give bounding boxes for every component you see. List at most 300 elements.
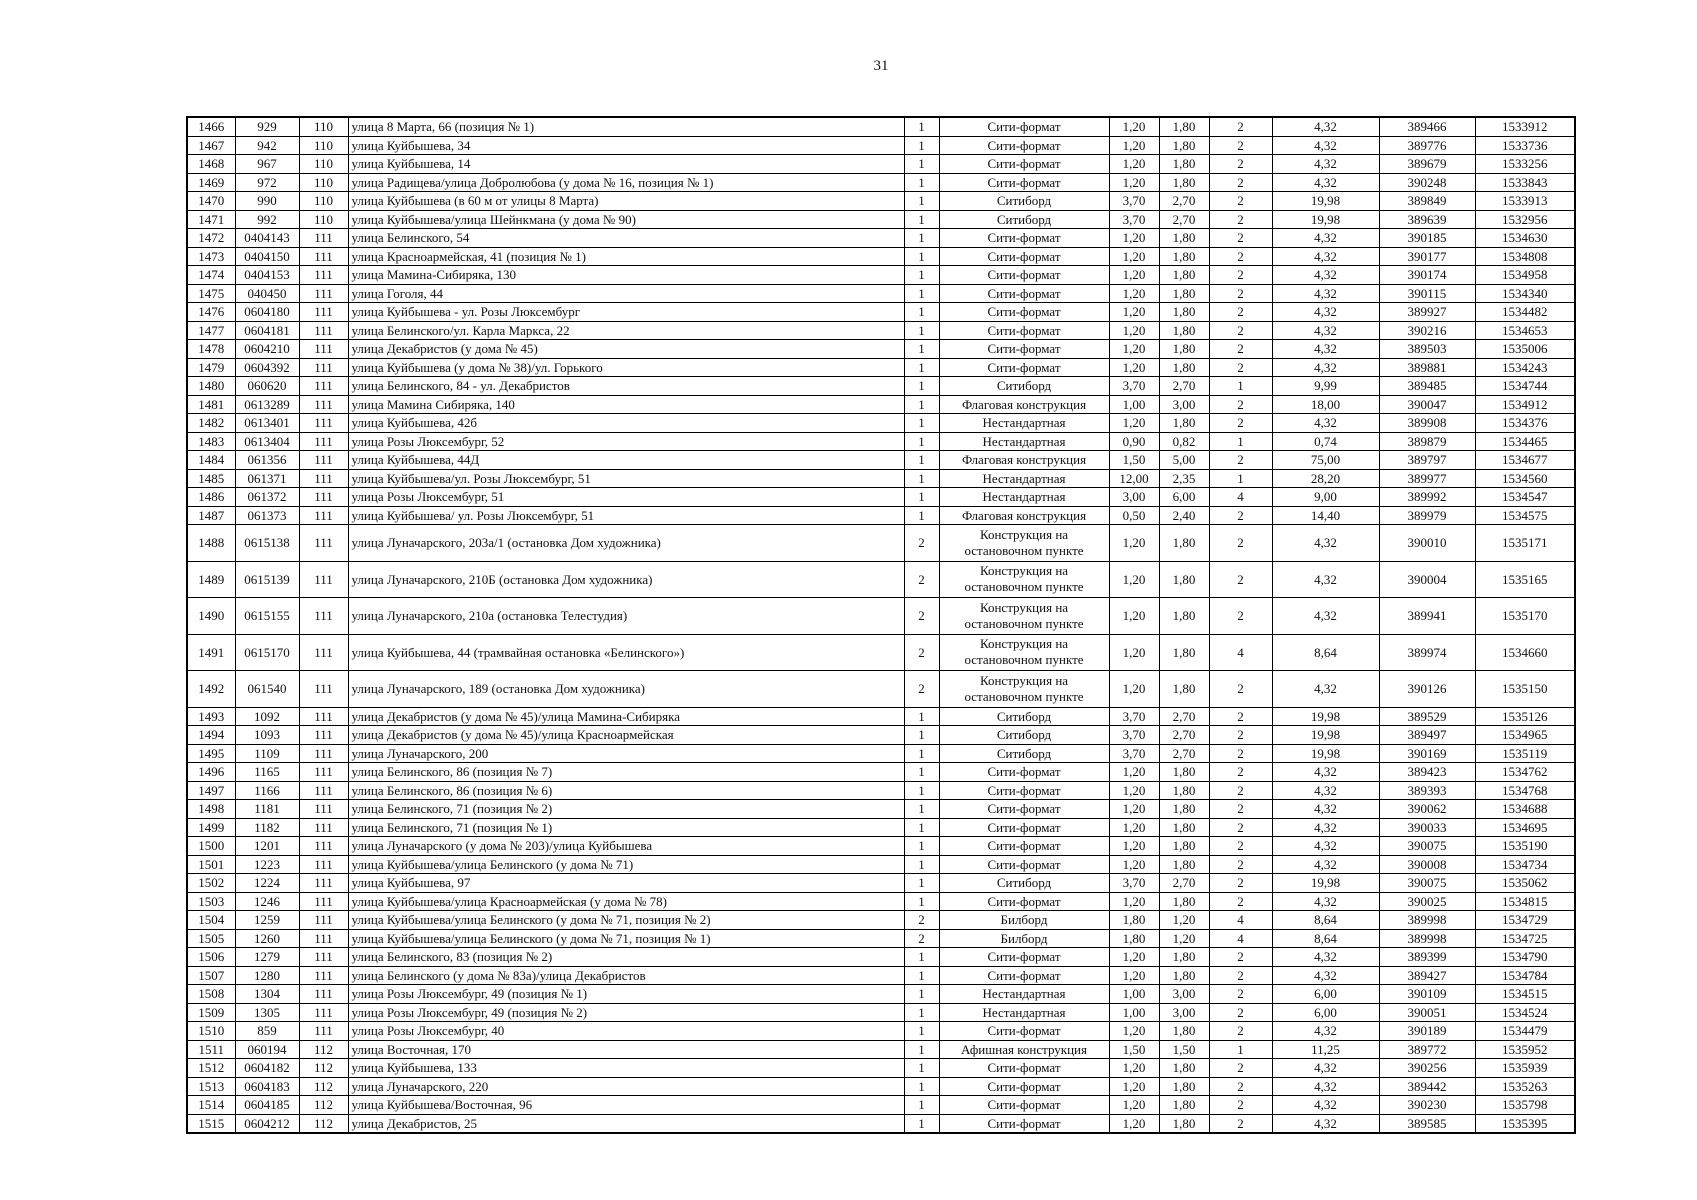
address-cell: улица 8 Марта, 66 (позиция № 1) xyxy=(348,117,904,136)
table-row xyxy=(187,892,1575,911)
structure-type-cell: Конструкция на остановочном пункте xyxy=(939,634,1109,671)
zone-code-cell: 110 xyxy=(299,117,348,136)
coord-x-cell: 389442 xyxy=(1379,1077,1475,1096)
width-cell: 1,20 xyxy=(1109,155,1159,174)
coord-x-cell: 389423 xyxy=(1379,763,1475,782)
object-code-cell: 061371 xyxy=(235,469,299,488)
coord-y-cell: 1534479 xyxy=(1475,1022,1575,1041)
row-number-cell: 1472 xyxy=(187,229,235,248)
object-code-cell: 0615170 xyxy=(235,634,299,671)
table-row xyxy=(187,284,1575,303)
sides-count-cell: 2 xyxy=(1209,671,1272,708)
address-cell: улица Луначарского, 203а/1 (остановка Дом художника) xyxy=(348,525,904,562)
sides-count-cell: 2 xyxy=(1209,266,1272,285)
coord-y-cell: 1534784 xyxy=(1475,966,1575,985)
area-cell: 4,32 xyxy=(1272,303,1379,322)
object-code-cell: 1092 xyxy=(235,707,299,726)
height-cell: 1,80 xyxy=(1159,966,1209,985)
width-cell: 1,20 xyxy=(1109,173,1159,192)
zone-code-cell: 111 xyxy=(299,377,348,396)
height-cell: 1,80 xyxy=(1159,266,1209,285)
table-row xyxy=(187,1022,1575,1041)
height-cell: 1,80 xyxy=(1159,173,1209,192)
coord-x-cell: 389974 xyxy=(1379,634,1475,671)
height-cell: 1,80 xyxy=(1159,1077,1209,1096)
sides-type-cell: 1 xyxy=(904,266,939,285)
width-cell: 3,70 xyxy=(1109,377,1159,396)
sides-type-cell: 1 xyxy=(904,763,939,782)
coord-x-cell: 389529 xyxy=(1379,707,1475,726)
width-cell: 1,50 xyxy=(1109,1040,1159,1059)
zone-code-cell: 111 xyxy=(299,358,348,377)
width-cell: 1,20 xyxy=(1109,1096,1159,1115)
area-cell: 9,99 xyxy=(1272,377,1379,396)
height-cell: 2,70 xyxy=(1159,377,1209,396)
table-row xyxy=(187,985,1575,1004)
table-row xyxy=(187,340,1575,359)
row-number-cell: 1469 xyxy=(187,173,235,192)
row-number-cell: 1502 xyxy=(187,874,235,893)
zone-code-cell: 111 xyxy=(299,266,348,285)
sides-type-cell: 1 xyxy=(904,1059,939,1078)
sides-type-cell: 1 xyxy=(904,744,939,763)
coord-y-cell: 1535006 xyxy=(1475,340,1575,359)
width-cell: 1,80 xyxy=(1109,929,1159,948)
structure-type-cell: Билборд xyxy=(939,929,1109,948)
address-cell: улица Куйбышева, 34 xyxy=(348,136,904,155)
height-cell: 1,80 xyxy=(1159,818,1209,837)
area-cell: 4,32 xyxy=(1272,266,1379,285)
structure-type-cell: Ситиборд xyxy=(939,744,1109,763)
height-cell: 1,80 xyxy=(1159,1059,1209,1078)
coord-x-cell: 389485 xyxy=(1379,377,1475,396)
sides-type-cell: 1 xyxy=(904,247,939,266)
address-cell: улица Белинского, 84 - ул. Декабристов xyxy=(348,377,904,396)
height-cell: 1,80 xyxy=(1159,414,1209,433)
row-number-cell: 1478 xyxy=(187,340,235,359)
row-number-cell: 1495 xyxy=(187,744,235,763)
coord-y-cell: 1533912 xyxy=(1475,117,1575,136)
object-code-cell: 1224 xyxy=(235,874,299,893)
sides-type-cell: 1 xyxy=(904,726,939,745)
zone-code-cell: 111 xyxy=(299,229,348,248)
area-cell: 19,98 xyxy=(1272,874,1379,893)
sides-count-cell: 2 xyxy=(1209,598,1272,635)
coord-x-cell: 389998 xyxy=(1379,929,1475,948)
table-row xyxy=(187,321,1575,340)
width-cell: 12,00 xyxy=(1109,469,1159,488)
structure-type-cell: Сити-формат xyxy=(939,1022,1109,1041)
object-code-cell: 0404150 xyxy=(235,247,299,266)
row-number-cell: 1509 xyxy=(187,1003,235,1022)
sides-count-cell: 2 xyxy=(1209,966,1272,985)
address-cell: улица Куйбышева/Восточная, 96 xyxy=(348,1096,904,1115)
coord-x-cell: 389879 xyxy=(1379,432,1475,451)
structure-type-cell: Сити-формат xyxy=(939,966,1109,985)
address-cell: улица Куйбышева/ ул. Розы Люксембург, 51 xyxy=(348,506,904,525)
coord-x-cell: 390025 xyxy=(1379,892,1475,911)
width-cell: 1,20 xyxy=(1109,340,1159,359)
width-cell: 1,00 xyxy=(1109,395,1159,414)
sides-type-cell: 1 xyxy=(904,1096,939,1115)
sides-type-cell: 1 xyxy=(904,395,939,414)
table-row xyxy=(187,1040,1575,1059)
structure-type-cell: Сити-формат xyxy=(939,1059,1109,1078)
row-number-cell: 1490 xyxy=(187,598,235,635)
coord-y-cell: 1534744 xyxy=(1475,377,1575,396)
area-cell: 4,32 xyxy=(1272,1022,1379,1041)
coord-y-cell: 1534808 xyxy=(1475,247,1575,266)
object-code-cell: 1201 xyxy=(235,837,299,856)
object-code-cell: 1260 xyxy=(235,929,299,948)
address-cell: улица Розы Люксембург, 52 xyxy=(348,432,904,451)
zone-code-cell: 111 xyxy=(299,561,348,598)
table-row xyxy=(187,1059,1575,1078)
object-code-cell: 060620 xyxy=(235,377,299,396)
object-code-cell: 0613289 xyxy=(235,395,299,414)
row-number-cell: 1481 xyxy=(187,395,235,414)
address-cell: улица Гоголя, 44 xyxy=(348,284,904,303)
area-cell: 4,32 xyxy=(1272,837,1379,856)
width-cell: 1,20 xyxy=(1109,358,1159,377)
height-cell: 1,80 xyxy=(1159,671,1209,708)
width-cell: 1,20 xyxy=(1109,855,1159,874)
row-number-cell: 1491 xyxy=(187,634,235,671)
coord-y-cell: 1535952 xyxy=(1475,1040,1575,1059)
row-number-cell: 1487 xyxy=(187,506,235,525)
structure-type-cell: Флаговая конструкция xyxy=(939,395,1109,414)
width-cell: 1,20 xyxy=(1109,671,1159,708)
address-cell: улица Куйбышева, 133 xyxy=(348,1059,904,1078)
area-cell: 19,98 xyxy=(1272,210,1379,229)
zone-code-cell: 110 xyxy=(299,173,348,192)
height-cell: 1,80 xyxy=(1159,855,1209,874)
zone-code-cell: 111 xyxy=(299,874,348,893)
coord-y-cell: 1533913 xyxy=(1475,192,1575,211)
table-row xyxy=(187,488,1575,507)
structure-type-cell: Сити-формат xyxy=(939,284,1109,303)
structure-type-cell: Сити-формат xyxy=(939,247,1109,266)
address-cell: улица Куйбышева (в 60 м от улицы 8 Марта) xyxy=(348,192,904,211)
sides-count-cell: 2 xyxy=(1209,1059,1272,1078)
sides-type-cell: 1 xyxy=(904,985,939,1004)
width-cell: 1,20 xyxy=(1109,117,1159,136)
structure-type-cell: Сити-формат xyxy=(939,837,1109,856)
address-cell: улица Луначарского, 210а (остановка Телестудия) xyxy=(348,598,904,635)
area-cell: 4,32 xyxy=(1272,1059,1379,1078)
sides-type-cell: 2 xyxy=(904,598,939,635)
table-row xyxy=(187,469,1575,488)
width-cell: 1,00 xyxy=(1109,985,1159,1004)
structure-type-cell: Нестандартная xyxy=(939,1003,1109,1022)
coord-y-cell: 1535939 xyxy=(1475,1059,1575,1078)
height-cell: 6,00 xyxy=(1159,488,1209,507)
structure-type-cell: Сити-формат xyxy=(939,117,1109,136)
structure-type-cell: Сити-формат xyxy=(939,321,1109,340)
coord-x-cell: 389466 xyxy=(1379,117,1475,136)
coord-y-cell: 1534790 xyxy=(1475,948,1575,967)
structure-type-cell: Нестандартная xyxy=(939,414,1109,433)
sides-type-cell: 1 xyxy=(904,874,939,893)
address-cell: улица Куйбышева, 44Д xyxy=(348,451,904,470)
coord-x-cell: 389585 xyxy=(1379,1114,1475,1133)
sides-type-cell: 2 xyxy=(904,929,939,948)
address-cell: улица Куйбышева/ул. Розы Люксембург, 51 xyxy=(348,469,904,488)
sides-type-cell: 1 xyxy=(904,966,939,985)
structure-type-cell: Ситиборд xyxy=(939,210,1109,229)
address-cell: улица Розы Люксембург, 49 (позиция № 2) xyxy=(348,1003,904,1022)
row-number-cell: 1506 xyxy=(187,948,235,967)
row-number-cell: 1501 xyxy=(187,855,235,874)
structure-type-cell: Сити-формат xyxy=(939,948,1109,967)
address-cell: улица Мамина-Сибиряка, 130 xyxy=(348,266,904,285)
coord-y-cell: 1534688 xyxy=(1475,800,1575,819)
table-row xyxy=(187,874,1575,893)
coord-x-cell: 389849 xyxy=(1379,192,1475,211)
object-code-cell: 1181 xyxy=(235,800,299,819)
height-cell: 1,80 xyxy=(1159,525,1209,562)
height-cell: 1,80 xyxy=(1159,303,1209,322)
address-cell: улица Розы Люксембург, 51 xyxy=(348,488,904,507)
sides-type-cell: 1 xyxy=(904,488,939,507)
zone-code-cell: 112 xyxy=(299,1096,348,1115)
address-cell: улица Куйбышева, 97 xyxy=(348,874,904,893)
sides-type-cell: 1 xyxy=(904,1040,939,1059)
sides-type-cell: 1 xyxy=(904,1003,939,1022)
coord-y-cell: 1533843 xyxy=(1475,173,1575,192)
height-cell: 3,00 xyxy=(1159,985,1209,1004)
area-cell: 8,64 xyxy=(1272,929,1379,948)
width-cell: 1,20 xyxy=(1109,229,1159,248)
address-cell: улица Куйбышева/улица Белинского (у дома № 71, позиция № 1) xyxy=(348,929,904,948)
address-cell: улица Декабристов (у дома № 45) xyxy=(348,340,904,359)
coord-x-cell: 389427 xyxy=(1379,966,1475,985)
coord-x-cell: 390004 xyxy=(1379,561,1475,598)
height-cell: 1,80 xyxy=(1159,229,1209,248)
height-cell: 2,70 xyxy=(1159,744,1209,763)
sides-count-cell: 2 xyxy=(1209,892,1272,911)
coord-x-cell: 389772 xyxy=(1379,1040,1475,1059)
coord-x-cell: 390185 xyxy=(1379,229,1475,248)
table-row xyxy=(187,247,1575,266)
area-cell: 11,25 xyxy=(1272,1040,1379,1059)
zone-code-cell: 111 xyxy=(299,247,348,266)
address-cell: улица Луначарского (у дома № 203)/улица Куйбышева xyxy=(348,837,904,856)
coord-y-cell: 1535062 xyxy=(1475,874,1575,893)
sides-type-cell: 1 xyxy=(904,469,939,488)
table-row xyxy=(187,136,1575,155)
object-code-cell: 1109 xyxy=(235,744,299,763)
row-number-cell: 1499 xyxy=(187,818,235,837)
address-cell: улица Белинского, 71 (позиция № 1) xyxy=(348,818,904,837)
coord-x-cell: 390033 xyxy=(1379,818,1475,837)
zone-code-cell: 111 xyxy=(299,726,348,745)
area-cell: 6,00 xyxy=(1272,985,1379,1004)
sides-type-cell: 1 xyxy=(904,210,939,229)
row-number-cell: 1466 xyxy=(187,117,235,136)
object-code-cell: 1093 xyxy=(235,726,299,745)
height-cell: 1,80 xyxy=(1159,948,1209,967)
sides-count-cell: 2 xyxy=(1209,525,1272,562)
structure-type-cell: Флаговая конструкция xyxy=(939,506,1109,525)
width-cell: 1,00 xyxy=(1109,1003,1159,1022)
area-cell: 14,40 xyxy=(1272,506,1379,525)
table-row xyxy=(187,818,1575,837)
height-cell: 1,80 xyxy=(1159,1114,1209,1133)
area-cell: 4,32 xyxy=(1272,763,1379,782)
zone-code-cell: 111 xyxy=(299,321,348,340)
height-cell: 1,80 xyxy=(1159,321,1209,340)
object-code-cell: 990 xyxy=(235,192,299,211)
sides-count-cell: 2 xyxy=(1209,707,1272,726)
object-code-cell: 040450 xyxy=(235,284,299,303)
height-cell: 1,80 xyxy=(1159,837,1209,856)
address-cell: улица Белинского, 71 (позиция № 2) xyxy=(348,800,904,819)
sides-type-cell: 1 xyxy=(904,506,939,525)
area-cell: 19,98 xyxy=(1272,726,1379,745)
object-code-cell: 0604392 xyxy=(235,358,299,377)
width-cell: 1,20 xyxy=(1109,247,1159,266)
address-cell: улица Куйбышева/улица Белинского (у дома № 71, позиция № 2) xyxy=(348,911,904,930)
zone-code-cell: 111 xyxy=(299,911,348,930)
height-cell: 2,70 xyxy=(1159,210,1209,229)
area-cell: 8,64 xyxy=(1272,911,1379,930)
sides-count-cell: 4 xyxy=(1209,929,1272,948)
zone-code-cell: 111 xyxy=(299,525,348,562)
structure-type-cell: Сити-формат xyxy=(939,1077,1109,1096)
area-cell: 0,74 xyxy=(1272,432,1379,451)
zone-code-cell: 112 xyxy=(299,1114,348,1133)
zone-code-cell: 110 xyxy=(299,136,348,155)
zone-code-cell: 111 xyxy=(299,985,348,1004)
area-cell: 4,32 xyxy=(1272,966,1379,985)
sides-type-cell: 1 xyxy=(904,377,939,396)
coord-x-cell: 389679 xyxy=(1379,155,1475,174)
object-code-cell: 1223 xyxy=(235,855,299,874)
area-cell: 4,32 xyxy=(1272,173,1379,192)
sides-type-cell: 2 xyxy=(904,525,939,562)
coord-y-cell: 1533736 xyxy=(1475,136,1575,155)
area-cell: 4,32 xyxy=(1272,781,1379,800)
area-cell: 4,32 xyxy=(1272,800,1379,819)
zone-code-cell: 111 xyxy=(299,892,348,911)
width-cell: 1,20 xyxy=(1109,136,1159,155)
object-code-cell: 1246 xyxy=(235,892,299,911)
coord-x-cell: 390051 xyxy=(1379,1003,1475,1022)
object-code-cell: 0613404 xyxy=(235,432,299,451)
area-cell: 4,32 xyxy=(1272,598,1379,635)
row-number-cell: 1514 xyxy=(187,1096,235,1115)
table-row xyxy=(187,598,1575,635)
coord-x-cell: 389941 xyxy=(1379,598,1475,635)
structure-type-cell: Сити-формат xyxy=(939,155,1109,174)
sides-count-cell: 2 xyxy=(1209,1096,1272,1115)
width-cell: 1,20 xyxy=(1109,1022,1159,1041)
table-row xyxy=(187,210,1575,229)
structure-type-cell: Ситиборд xyxy=(939,377,1109,396)
sides-type-cell: 1 xyxy=(904,948,939,967)
object-code-cell: 967 xyxy=(235,155,299,174)
zone-code-cell: 110 xyxy=(299,210,348,229)
width-cell: 3,70 xyxy=(1109,874,1159,893)
zone-code-cell: 111 xyxy=(299,340,348,359)
object-code-cell: 0404153 xyxy=(235,266,299,285)
structure-type-cell: Нестандартная xyxy=(939,432,1109,451)
coord-y-cell: 1532956 xyxy=(1475,210,1575,229)
sides-count-cell: 2 xyxy=(1209,855,1272,874)
area-cell: 4,32 xyxy=(1272,155,1379,174)
coord-y-cell: 1535119 xyxy=(1475,744,1575,763)
coord-x-cell: 390177 xyxy=(1379,247,1475,266)
width-cell: 1,20 xyxy=(1109,800,1159,819)
structure-type-cell: Нестандартная xyxy=(939,488,1109,507)
row-number-cell: 1470 xyxy=(187,192,235,211)
height-cell: 1,80 xyxy=(1159,117,1209,136)
width-cell: 3,00 xyxy=(1109,488,1159,507)
address-cell: улица Белинского (у дома № 83а)/улица Декабристов xyxy=(348,966,904,985)
area-cell: 4,32 xyxy=(1272,948,1379,967)
zone-code-cell: 111 xyxy=(299,432,348,451)
coord-y-cell: 1535126 xyxy=(1475,707,1575,726)
area-cell: 4,32 xyxy=(1272,525,1379,562)
sides-count-cell: 2 xyxy=(1209,414,1272,433)
height-cell: 1,20 xyxy=(1159,929,1209,948)
structure-type-cell: Сити-формат xyxy=(939,855,1109,874)
sides-count-cell: 2 xyxy=(1209,506,1272,525)
table-row xyxy=(187,837,1575,856)
zone-code-cell: 111 xyxy=(299,1003,348,1022)
sides-count-cell: 2 xyxy=(1209,321,1272,340)
sides-count-cell: 1 xyxy=(1209,377,1272,396)
object-code-cell: 1165 xyxy=(235,763,299,782)
width-cell: 1,20 xyxy=(1109,1114,1159,1133)
sides-count-cell: 4 xyxy=(1209,634,1272,671)
row-number-cell: 1486 xyxy=(187,488,235,507)
sides-count-cell: 2 xyxy=(1209,837,1272,856)
height-cell: 1,80 xyxy=(1159,781,1209,800)
width-cell: 1,20 xyxy=(1109,303,1159,322)
sides-type-cell: 1 xyxy=(904,1114,939,1133)
height-cell: 1,80 xyxy=(1159,892,1209,911)
area-cell: 6,00 xyxy=(1272,1003,1379,1022)
zone-code-cell: 111 xyxy=(299,855,348,874)
row-number-cell: 1498 xyxy=(187,800,235,819)
sides-count-cell: 2 xyxy=(1209,284,1272,303)
object-code-cell: 0604210 xyxy=(235,340,299,359)
height-cell: 1,80 xyxy=(1159,358,1209,377)
row-number-cell: 1484 xyxy=(187,451,235,470)
area-cell: 4,32 xyxy=(1272,136,1379,155)
structure-type-cell: Билборд xyxy=(939,911,1109,930)
row-number-cell: 1497 xyxy=(187,781,235,800)
object-code-cell: 061372 xyxy=(235,488,299,507)
coord-y-cell: 1534340 xyxy=(1475,284,1575,303)
structure-type-cell: Нестандартная xyxy=(939,985,1109,1004)
coord-y-cell: 1534768 xyxy=(1475,781,1575,800)
object-code-cell: 929 xyxy=(235,117,299,136)
coord-y-cell: 1534762 xyxy=(1475,763,1575,782)
height-cell: 1,80 xyxy=(1159,1096,1209,1115)
sides-type-cell: 2 xyxy=(904,561,939,598)
sides-count-cell: 2 xyxy=(1209,358,1272,377)
object-code-cell: 0604182 xyxy=(235,1059,299,1078)
table-row xyxy=(187,155,1575,174)
table-row xyxy=(187,432,1575,451)
coord-x-cell: 390256 xyxy=(1379,1059,1475,1078)
sides-count-cell: 2 xyxy=(1209,1114,1272,1133)
sides-type-cell: 1 xyxy=(904,358,939,377)
height-cell: 2,70 xyxy=(1159,707,1209,726)
